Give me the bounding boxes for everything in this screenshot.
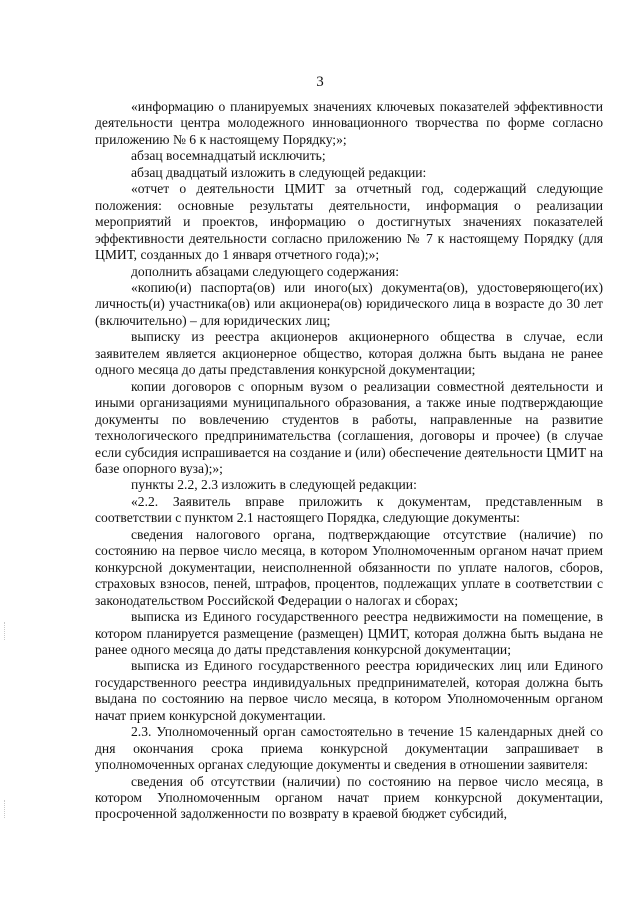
paragraph-6: «копию(и) паспорта(ов) или иного(ых) документа(ов), удостоверяющего(их) личность(и) участника(ов) или акционера(ов) юридического лица в возрасте до 30 лет (включительно) – для юридических лиц; bbox=[95, 279, 603, 328]
scan-margin-mark bbox=[4, 800, 9, 818]
paragraph-5: дополнить абзацами следующего содержания: bbox=[131, 263, 400, 279]
scan-margin-mark bbox=[4, 622, 9, 640]
paragraph-13: выписка из Единого государственного реестра юридических лиц или Единого государственного реестра индивидуальных предпринимателей, которая должна быть выдана по состоянию на первое число месяца, в котором Уполномоченным органом начат прием конкурсной документации. bbox=[95, 658, 603, 723]
paragraph-1: «информацию о планируемых значениях ключевых показателей эффективности деятельности центра молодежного инновационного творчества по форме согласно приложению № 6 к настоящему Порядку;»; bbox=[95, 99, 603, 147]
paragraph-10: «2.2. Заявитель вправе приложить к документам, представленным в соответствии с пунктом 2.1 настоящего Порядка, следующие документы: bbox=[95, 493, 603, 526]
paragraph-15: сведения об отсутствии (наличии) по состоянию на первое число месяца, в котором Уполномоченным органом начат прием конкурсной документации, просроченной задолженности по возврату в краевой бюджет субсидий, bbox=[95, 773, 603, 822]
paragraph-4: «отчет о деятельности ЦМИТ за отчетный год, содержащий следующие положения: основные результаты деятельности, информация о реализации мероприятий и проектов, информацию о достигнутых значениях показателей эффективности деятельности согласно приложению № 7 к настоящему Порядку (для ЦМИТ, созданных до 1 января отчетного года);»; bbox=[95, 181, 603, 263]
document-body bbox=[95, 99, 603, 823]
paragraph-8: копии договоров с опорным вузом о реализации совместной деятельности и иными организациями муниципального образования, а также иные подтверждающие документы по вовлечению студентов в работы, направленные на развитие технологического предпринимательства (соглашения, договоры и прочее) (в случае если субсидия испрашивается на создание и (или) обеспечение деятельности ЦМИТ на базе опорного вуза);»; bbox=[95, 378, 603, 476]
page-number: 3 bbox=[316, 74, 324, 90]
paragraph-14: 2.3. Уполномоченный орган самостоятельно в течение 15 календарных дней со дня окончания срока приема конкурсной документации запрашивает в уполномоченных органах следующие документы и сведения в отношении заявителя: bbox=[95, 724, 603, 773]
paragraph-11: сведения налогового органа, подтверждающие отсутствие (наличие) по состоянию на первое число месяца, в котором Уполномоченным органом начат прием конкурсной документации, неисполненной обязанности по уплате налогов, сборов, страховых взносов, пеней, штрафов, процентов, подлежащих уплате в соответствии с законодательством Российской Федерации о налогах и сборах; bbox=[95, 526, 603, 608]
paragraph-7: выписку из реестра акционеров акционерного общества в случае, если заявителем является акционерное общество, которая должна быть выдана не ранее одного месяца до даты представления конкурсной документации; bbox=[95, 329, 603, 378]
paragraph-2: абзац восемнадцатый исключить; bbox=[131, 148, 326, 164]
paragraph-3: абзац двадцатый изложить в следующей редакции: bbox=[131, 164, 427, 180]
paragraph-12: выписка из Единого государственного реестра недвижимости на помещение, в котором планируется размещение (размещен) ЦМИТ, которая должна быть выдана не ранее одного месяца до даты представления конкурсной документации; bbox=[95, 609, 603, 657]
paragraph-9: пункты 2.2, 2.3 изложить в следующей редакции: bbox=[131, 477, 417, 493]
